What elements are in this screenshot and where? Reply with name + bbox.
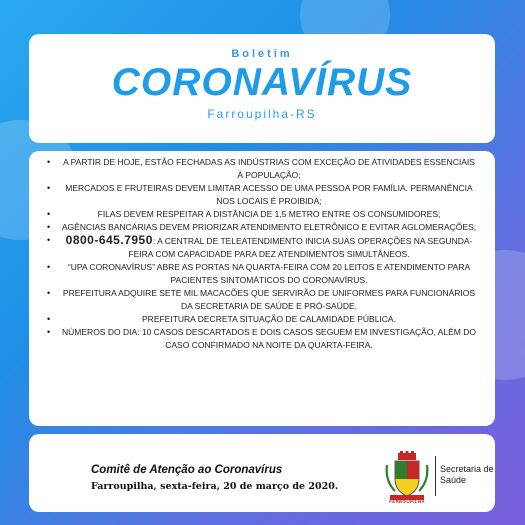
news-list-item — [47, 261, 477, 287]
news-item-text: : A CENTRAL DE TELEATENDIMENTO INICIA SUAS OPERAÇÕES NA SEGUNDA-FEIRA COM CAPACIDADE PARA DEZ ATENDIMENTOS SIMULTÂNEOS. — [128, 236, 473, 259]
news-item-text: MERCADOS E FRUTEIRAS DEVEM LIMITAR ACESSO DE UMA PESSOA POR FAMÍLIA. PERMANÊNCIA NOS LOCAIS É PROIBIDA; — [65, 183, 473, 206]
news-list-item — [47, 156, 477, 182]
committee-title: Comitê de Atenção ao Coronavírus — [91, 464, 283, 476]
news-list-item — [47, 182, 477, 208]
phone-number: 0800-645.7950 — [65, 233, 153, 247]
news-list — [47, 156, 477, 352]
news-list-item — [47, 208, 477, 221]
news-list-card — [29, 151, 495, 426]
footer-divider — [435, 456, 436, 496]
footer-date: Farroupilha, sexta-feira, 20 de março de 2020. — [91, 481, 339, 492]
bullet-dot-icon: • — [47, 235, 51, 245]
bullet-dot-icon: • — [47, 183, 51, 193]
bullet-dot-icon: • — [47, 314, 51, 324]
news-list-item — [47, 287, 477, 313]
news-item-text: A PARTIR DE HOJE, ESTÃO FECHADAS AS INDÚSTRIAS COM EXCEÇÃO DE ATIVIDADES ESSENCIAIS À POPULAÇÃO; — [63, 157, 475, 180]
bulletin-label: Boletim — [231, 48, 293, 60]
news-item-text: PREFEITURA DECRETA SITUAÇÃO DE CALAMIDADE PÚBLICA. — [142, 314, 396, 324]
news-item-text: PREFEITURA ADQUIRE SETE MIL MACACÕES QUE SERVIRÃO DE UNIFORMES PARA FUNCIONÁRIOS DA SECRETARIA DE SAÚDE E PRÓ-SAÚDE. — [62, 288, 476, 311]
bullet-dot-icon: • — [47, 222, 51, 232]
bullet-dot-icon: • — [47, 327, 51, 337]
news-item-text: “UPA CORONAVÍRUS” ABRE AS PORTAS NA QUARTA-FEIRA COM 20 LEITOS E ATENDIMENTO PARA PACIENTES SINTOMÁTICOS DO CORONAVÍRUS. — [67, 262, 471, 285]
location-label: Farroupilha-RS — [207, 107, 317, 121]
bullet-dot-icon: • — [47, 288, 51, 298]
bullet-dot-icon: • — [47, 157, 51, 167]
crest-caption: FARROUPILHA — [389, 499, 425, 504]
news-list-item — [47, 234, 477, 261]
news-list-item — [47, 313, 477, 326]
footer-card — [29, 434, 495, 512]
bullet-dot-icon: • — [47, 262, 51, 272]
news-item-text: FILAS DEVEM RESPEITAR A DISTÂNCIA DE 1,5 METRO ENTRE OS CONSUMIDORES; — [97, 209, 441, 219]
news-item-text: AGÊNCIAS BANCÁRIAS DEVEM PRIORIZAR ATENDIMENTO ELETRÔNICO E EVITAR AGLOMERAÇÕES; — [61, 222, 477, 232]
coat-of-arms-icon — [384, 451, 430, 503]
secretaria-label: Secretaria de Saúde — [440, 464, 494, 485]
bullet-dot-icon: • — [47, 209, 51, 219]
news-list-item — [47, 326, 477, 352]
page-title: CORONAVÍRUS — [111, 61, 413, 104]
header-card — [29, 34, 495, 143]
news-item-text: NÚMEROS DO DIA: 10 CASOS DESCARTADOS E DOIS CASOS SEGUEM EM INVESTIGAÇÃO, ALÉM DO CASO CONFIRMADO NA NOITE DA QUARTA-FEIRA. — [62, 327, 476, 350]
